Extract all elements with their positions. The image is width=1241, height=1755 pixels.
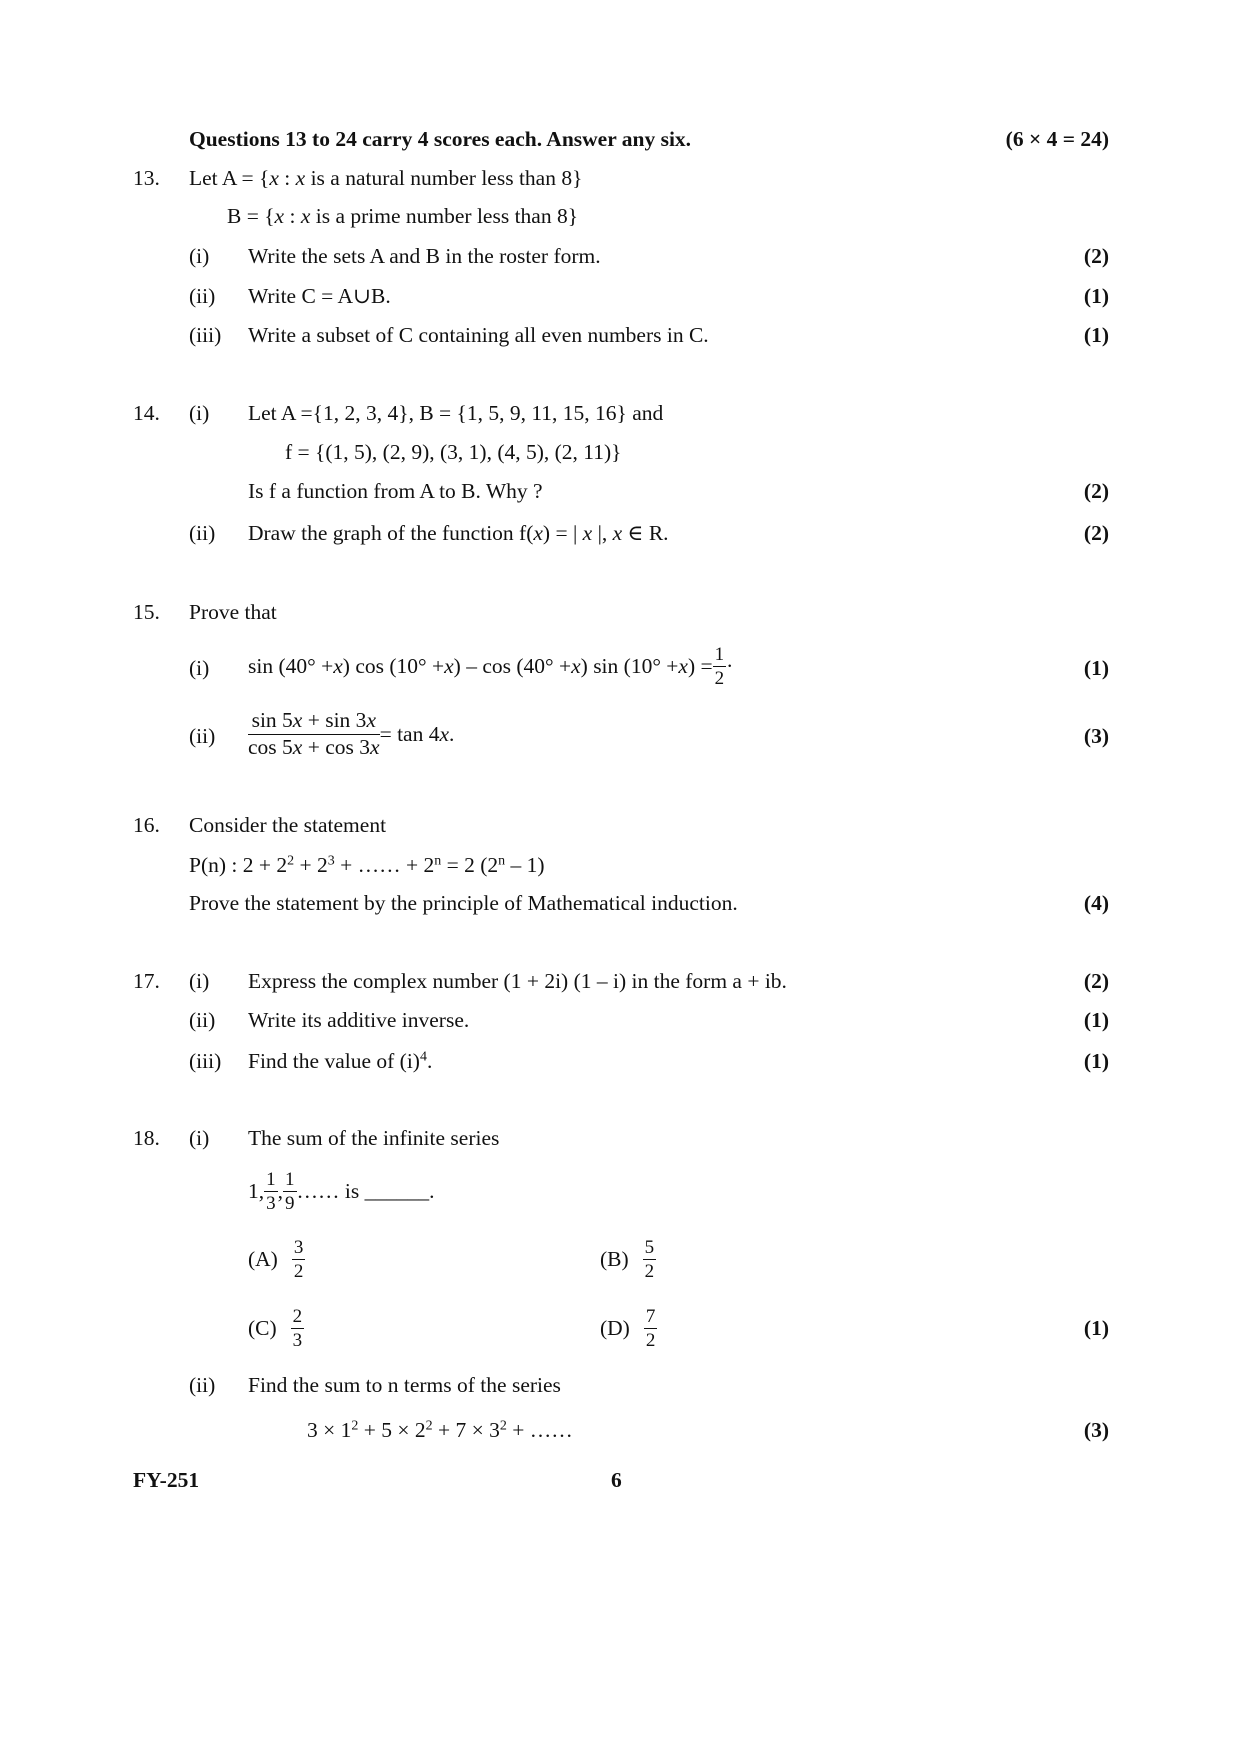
question-intro: Consider the statement bbox=[189, 813, 387, 837]
part-label: (i) bbox=[189, 1126, 210, 1150]
part-marks: (1) bbox=[1083, 323, 1109, 347]
question-number: 15. bbox=[133, 600, 160, 624]
fraction-term: $\frac{1}{9}$ bbox=[285, 1168, 295, 1214]
infinite-series: 1, $\frac{1}{3}$ , $\frac{1}{9}$ …… is ______. bbox=[248, 1168, 435, 1214]
paper-code: FY-251 bbox=[133, 1468, 200, 1492]
part-text: Draw the graph of the function f(x) = | x |, x ∈ R. bbox=[248, 521, 669, 545]
question-text: Prove the statement by the principle of Mathematical induction. bbox=[189, 891, 738, 915]
question-intro: Prove that bbox=[189, 600, 277, 624]
question-number: 13. bbox=[133, 166, 160, 190]
part-marks: (4) bbox=[1083, 891, 1109, 915]
sin-over-cos-fraction: $\frac{\sin 5x + \sin 3x}{\cos 5x + \cos 3x}$ bbox=[248, 708, 380, 759]
statement-p-n: P(n) : $2 + 2^2 + 2^3$ + …… + $2^n = 2$ (2$^n$ – 1) bbox=[189, 853, 545, 877]
part-text: Write the sets A and B in the roster form. bbox=[248, 244, 601, 268]
part-marks: (3) bbox=[1083, 724, 1109, 748]
part-marks: (2) bbox=[1083, 521, 1109, 545]
fraction-one-half: $\frac{1}{2}$ bbox=[714, 643, 725, 689]
part-marks: (1) bbox=[1083, 1049, 1109, 1073]
part-label: (ii) bbox=[189, 1008, 216, 1032]
question-number: 17. bbox=[133, 969, 160, 993]
part-label: (i) bbox=[189, 244, 210, 268]
question-number: 14. bbox=[133, 401, 160, 425]
sets-definition: Let A ={1, 2, 3, 4}, B = {1, 5, 9, 11, 15, 16} and bbox=[248, 401, 664, 425]
series-expression: $3 \times 1^2 + 5 \times 2^2 + 7 \times 3^2$ + …… bbox=[307, 1418, 573, 1442]
page-number: 6 bbox=[611, 1468, 622, 1492]
function-definition: f = {(1, 5), (2, 9), (3, 1), (4, 5), (2, 11)} bbox=[285, 440, 622, 464]
part-label: (iii) bbox=[189, 1049, 222, 1073]
part-text: Is f a function from A to B. Why ? bbox=[248, 479, 543, 503]
part-marks: (3) bbox=[1083, 1418, 1109, 1442]
part-text: Find the sum to n terms of the series bbox=[248, 1373, 561, 1397]
part-text: Write its additive inverse. bbox=[248, 1008, 470, 1032]
part-label: (ii) bbox=[189, 724, 216, 748]
part-marks: (1) bbox=[1083, 656, 1109, 680]
part-label: (ii) bbox=[189, 284, 216, 308]
part-marks: (1) bbox=[1083, 1316, 1109, 1340]
part-label: (i) bbox=[189, 969, 210, 993]
part-text: Express the complex number (1 + 2i) (1 – i) in the form a + ib. bbox=[248, 969, 787, 993]
option-a: (A) $\frac{3}{2}$ bbox=[248, 1236, 304, 1282]
part-text: The sum of the infinite series bbox=[248, 1126, 500, 1150]
option-d: (D) $\frac{7}{2}$ bbox=[600, 1305, 656, 1351]
set-b-definition: B = {x : x is a prime number less than 8} bbox=[227, 204, 579, 228]
option-b: (B) $\frac{5}{2}$ bbox=[600, 1236, 655, 1282]
fraction-term: $\frac{1}{3}$ bbox=[266, 1168, 276, 1214]
part-label: (i) bbox=[189, 656, 210, 680]
part-text: Find the value of $(i)^4$. bbox=[248, 1049, 433, 1073]
part-text: Write a subset of C containing all even numbers in C. bbox=[248, 323, 709, 347]
question-number: 16. bbox=[133, 813, 160, 837]
part-marks: (2) bbox=[1083, 969, 1109, 993]
section-total-score: (6 × 4 = 24) bbox=[1005, 127, 1109, 151]
trig-identity-2: $\frac{\sin 5x + \sin 3x}{\cos 5x + \cos 3x}$ = tan 4 x . bbox=[248, 708, 455, 759]
part-marks: (1) bbox=[1083, 1008, 1109, 1032]
set-a-definition: Let A = {x : x is a natural number less than 8} bbox=[189, 166, 583, 190]
part-label: (ii) bbox=[189, 521, 216, 545]
part-label: (i) bbox=[189, 401, 210, 425]
part-marks: (2) bbox=[1083, 479, 1109, 503]
section-instruction: Questions 13 to 24 carry 4 scores each. Answer any six. bbox=[189, 127, 692, 151]
option-c: (C) $\frac{2}{3}$ bbox=[248, 1305, 303, 1351]
trig-identity-1: sin (40° + x ) cos (10° + x ) – cos (40° + x ) sin (10° + x ) = $\frac{1}{2}$ · bbox=[248, 643, 734, 689]
part-text: Write C = A∪B. bbox=[248, 284, 391, 308]
part-label: (iii) bbox=[189, 323, 222, 347]
part-marks: (1) bbox=[1083, 284, 1109, 308]
question-number: 18. bbox=[133, 1126, 160, 1150]
part-label: (ii) bbox=[189, 1373, 216, 1397]
part-marks: (2) bbox=[1083, 244, 1109, 268]
